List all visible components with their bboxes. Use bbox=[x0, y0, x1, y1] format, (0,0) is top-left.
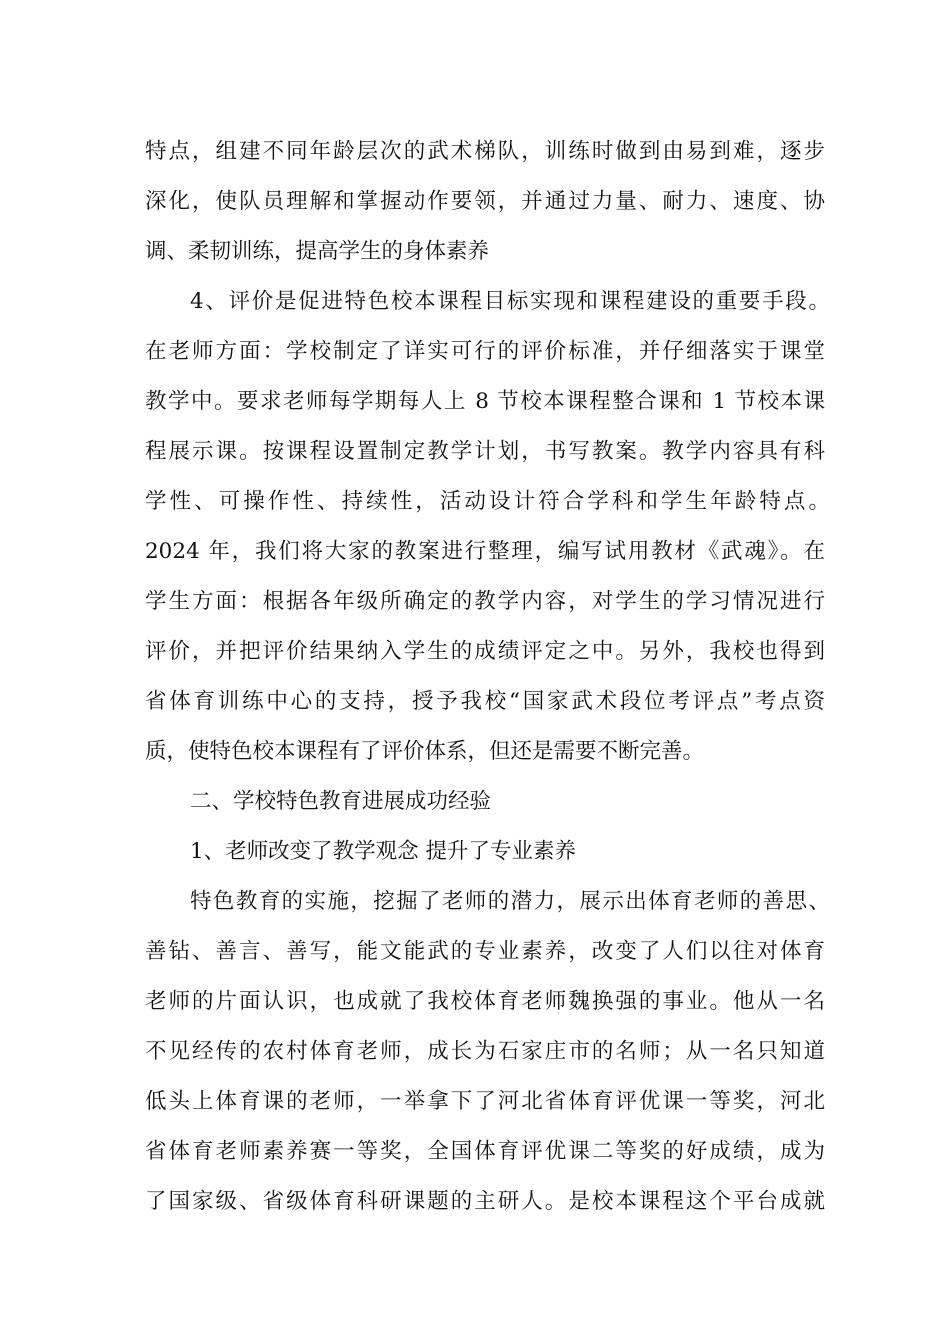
text-line: 老师的片面认识，也成就了我校体育老师魏换强的事业。他从一名 bbox=[145, 989, 825, 1014]
text-line: 评价，并把评价结果纳入学生的成绩评定之中。另外，我校也得到 bbox=[145, 639, 825, 664]
text-line: 质，使特色校本课程有了评价体系，但还是需要不断完善。 bbox=[145, 739, 705, 764]
text-line: 2024 年，我们将大家的教案进行整理，编写试用教材《武魂》。在 bbox=[145, 539, 825, 564]
text-line: 善钻、善言、善写，能文能武的专业素养，改变了人们以往对体育 bbox=[145, 939, 825, 964]
subsection-heading: 1、老师改变了教学观念 提升了专业素养 bbox=[190, 839, 577, 864]
text-line: 不见经传的农村体育老师，成长为石家庄市的名师；从一名只知道 bbox=[145, 1039, 825, 1064]
text-line: 教学中。要求老师每学期每人上 8 节校本课程整合课和 1 节校本课 bbox=[145, 389, 825, 414]
text-line: 4、评价是促进特色校本课程目标实现和课程建设的重要手段。 bbox=[190, 289, 830, 314]
text-line: 特色教育的实施，挖掘了老师的潜力，展示出体育老师的善思、 bbox=[190, 889, 830, 914]
text-line: 特点，组建不同年龄层次的武术梯队，训练时做到由易到难，逐步 bbox=[145, 139, 825, 164]
text-line: 调、柔韧训练，提高学生的身体素养 bbox=[145, 239, 490, 264]
text-line: 了国家级、省级体育科研课题的主研人。是校本课程这个平台成就 bbox=[145, 1189, 825, 1214]
text-line: 深化，使队员理解和掌握动作要领，并通过力量、耐力、速度、协 bbox=[145, 189, 825, 214]
text-line: 低头上体育课的老师，一举拿下了河北省体育评优课一等奖，河北 bbox=[145, 1089, 825, 1114]
text-line: 学性、可操作性、持续性，活动设计符合学科和学生年龄特点。 bbox=[145, 489, 830, 514]
text-line: 程展示课。按课程设置制定教学计划，书写教案。教学内容具有科 bbox=[145, 439, 825, 464]
text-line: 学生方面：根据各年级所确定的教学内容，对学生的学习情况进行 bbox=[145, 589, 825, 614]
text-line: 省体育老师素养赛一等奖，全国体育评优课二等奖的好成绩，成为 bbox=[145, 1139, 825, 1164]
text-line: 在老师方面：学校制定了详实可行的评价标准，并仔细落实于课堂 bbox=[145, 339, 825, 364]
section-heading: 二、学校特色教育进展成功经验 bbox=[190, 789, 492, 814]
text-line: 省体育训练中心的支持，授予我校“国家武术段位考评点”考点资 bbox=[145, 689, 825, 714]
